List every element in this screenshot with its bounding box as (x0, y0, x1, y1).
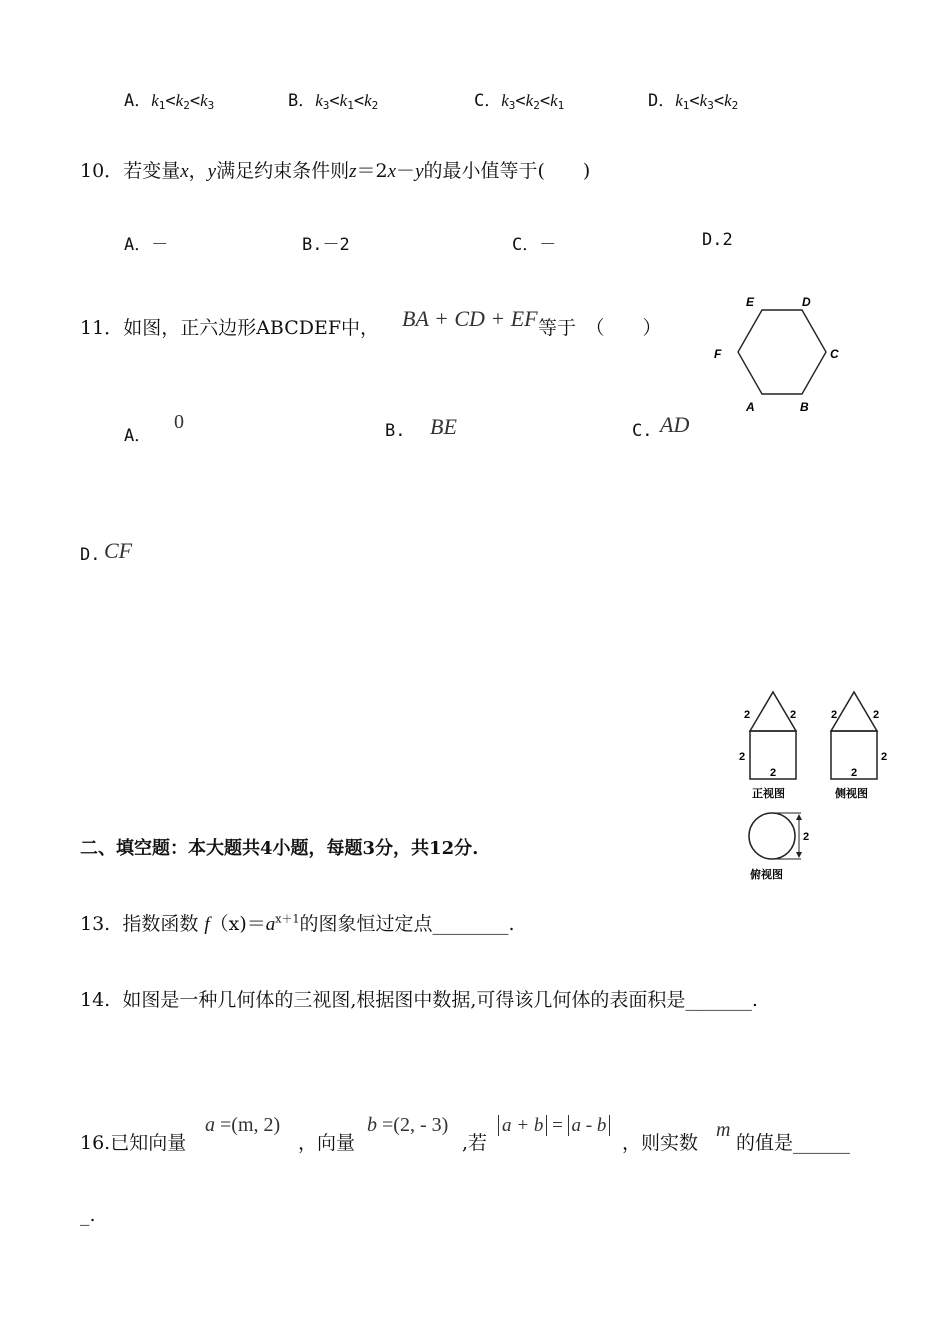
vector-a: a (205, 1114, 215, 1136)
q11-option-a-value: 0 (174, 411, 184, 433)
top-view-circle (749, 813, 795, 859)
subscript: 1 (557, 99, 565, 112)
arrow-up-icon (796, 814, 802, 820)
less-than: < (329, 91, 340, 111)
subscript: 2 (183, 99, 190, 112)
subscript: 2 (371, 99, 379, 112)
three-view-figure (735, 688, 897, 888)
k-symbol: k (315, 91, 323, 110)
var-y: y (415, 161, 424, 182)
q13-text: 指数函数 (122, 913, 199, 935)
q11-option-a-label: A． (124, 426, 152, 446)
period: . (751, 989, 758, 1011)
k-symbol: k (501, 91, 509, 110)
top-view-label: 俯视图 (750, 869, 783, 881)
q11-option-c-value: AD (660, 412, 690, 437)
subscript: 1 (347, 99, 354, 112)
q10-text: 满足约束条件则 (216, 160, 350, 182)
k-symbol: k (675, 91, 683, 110)
subscript: 3 (707, 99, 714, 112)
q9-option-d (648, 86, 738, 112)
q14-stem (80, 985, 758, 1012)
q10-option-c: C．－ (512, 235, 557, 255)
q13-func: （x)＝ (209, 913, 266, 935)
q11-text-tail: 等于 （ ） (538, 317, 662, 339)
vector-b: b (367, 1114, 377, 1136)
less-than: < (539, 91, 551, 111)
front-view (739, 692, 796, 800)
q11-number: 11． (80, 317, 124, 339)
k-symbol: k (699, 91, 708, 110)
q11-option-b-value: BE (430, 414, 457, 439)
var-f: f (204, 914, 210, 935)
q10-text: 的最小值等于( ) (423, 160, 591, 182)
k-symbol: k (175, 91, 184, 110)
dim-label: 2 (739, 751, 746, 763)
subscript: 2 (533, 99, 540, 112)
less-than: < (189, 91, 201, 111)
k-symbol: k (550, 91, 558, 110)
q9-option-a-prefix: A． (124, 91, 152, 111)
q11-option-d-label: D. (80, 545, 101, 565)
var-z: z (349, 161, 357, 182)
arrow-down-icon (796, 852, 802, 858)
k-symbol: k (364, 91, 372, 110)
var-y: y (207, 161, 217, 182)
q16-stem (80, 1128, 186, 1155)
q11-expression: BA + CD + EF (402, 306, 538, 331)
q9-option-b-prefix: B． (288, 91, 316, 111)
hex-label-d: D (802, 295, 811, 309)
dim-label: 2 (770, 767, 777, 779)
subscript: 1 (158, 99, 166, 112)
dim-label: 2 (790, 709, 797, 721)
abs-equation (498, 1115, 610, 1137)
q14-blank[interactable]: _______ (685, 989, 752, 1011)
q16-text-3: ,若 (462, 1132, 488, 1154)
q10-option-a: A．－ (124, 235, 169, 255)
side-view (831, 692, 887, 800)
period: . (508, 913, 515, 935)
side-view-roof (831, 692, 880, 731)
q16-text: 的值是 (736, 1132, 794, 1154)
hex-label-c: C (830, 347, 839, 361)
dim-label: 2 (803, 831, 810, 843)
less-than: < (515, 91, 526, 111)
dim-label: 2 (831, 709, 838, 721)
q10-option-d: D.2 (702, 230, 733, 250)
q16-line2[interactable]: _. (80, 1204, 96, 1226)
less-than: < (165, 91, 176, 111)
q13-text: 的图象恒过定点 (299, 913, 433, 935)
q16-text-5 (736, 1128, 850, 1155)
q9-option-d-prefix: D． (648, 91, 676, 111)
k-symbol: k (339, 91, 348, 110)
vector-a-def (205, 1114, 280, 1137)
q16-text-4: ，则实数 (622, 1132, 699, 1154)
k-symbol: k (724, 91, 732, 110)
var-m: m (716, 1119, 731, 1141)
subscript: 3 (508, 99, 516, 112)
q13-stem (80, 909, 515, 936)
q14-text: 如图是一种几何体的三视图,根据图中数据,可得该几何体的表面积是 (122, 989, 686, 1011)
section2-title: 二、填空题：本大题共4小题，每题3分，共12分. (80, 838, 479, 859)
hex-label-a: A (746, 400, 755, 414)
q11-option-c-label: C. (632, 421, 653, 441)
hex-label-f: F (714, 347, 722, 361)
q10-text: 若变量 (123, 160, 181, 182)
k-symbol: k (200, 91, 208, 110)
side-view-label: 侧视图 (835, 788, 868, 800)
vector-a-value: =(m, 2) (215, 1114, 281, 1136)
top-view (749, 813, 809, 881)
less-than: < (353, 91, 365, 111)
equals: = (547, 1115, 568, 1136)
subscript: 3 (207, 99, 215, 112)
less-than: < (713, 91, 725, 111)
q10-option-b: B.－2 (302, 235, 350, 255)
front-view-label: 正视图 (752, 788, 785, 800)
abs-a-minus-b: a - b (568, 1115, 611, 1136)
q16-text: 已知向量 (110, 1132, 187, 1154)
less-than: < (689, 91, 700, 111)
q11-text: 如图，正六边形ABCDEF中， (123, 317, 380, 339)
q9-option-b (288, 86, 378, 112)
q10-number: 10． (80, 160, 124, 182)
exponent: x＋1 (275, 912, 300, 926)
subscript: 1 (682, 99, 690, 112)
k-symbol: k (151, 91, 159, 110)
q11-option-d-value: CF (104, 538, 133, 563)
dim-label: 2 (851, 767, 858, 779)
dim-label: 2 (873, 709, 880, 721)
abs-a-plus-b: a + b (498, 1115, 547, 1136)
q13-blank[interactable]: ________ (432, 913, 509, 935)
subscript: 2 (731, 99, 739, 112)
q10-stem (80, 156, 590, 183)
var-x: x (180, 161, 189, 182)
q16-text-2: ，向量 (298, 1132, 356, 1154)
var-a: a (265, 914, 276, 935)
equals: ＝2 (356, 160, 388, 182)
vector-b-def (367, 1114, 448, 1137)
dim-label: 2 (881, 751, 888, 763)
subscript: 3 (322, 99, 330, 112)
q14-number: 14. (80, 989, 111, 1011)
dim-label: 2 (744, 709, 751, 721)
var-x: x (387, 161, 397, 182)
q16-blank[interactable]: ______ (793, 1132, 851, 1154)
q9-option-c (474, 86, 564, 112)
q9-option-c-prefix: C． (474, 91, 502, 111)
k-symbol: k (525, 91, 534, 110)
q13-number: 13. (80, 913, 111, 935)
vector-b-value: =(2, - 3) (377, 1114, 449, 1136)
hex-label-b: B (800, 400, 809, 414)
hex-label-e: E (746, 295, 755, 309)
hexagon-figure (708, 290, 848, 420)
q11-option-b-label: B. (385, 421, 406, 441)
comma: ， (188, 160, 208, 182)
q16-number: 16. (80, 1132, 111, 1154)
hexagon-shape (738, 310, 826, 394)
q11-stem (80, 313, 379, 340)
q9-option-a (124, 86, 214, 112)
minus: － (396, 160, 416, 182)
